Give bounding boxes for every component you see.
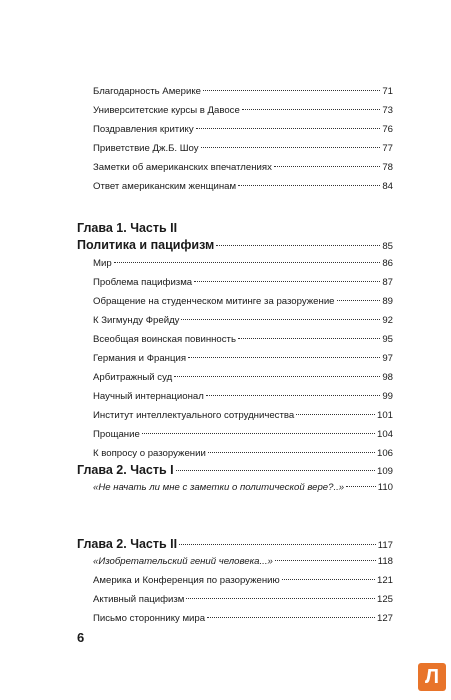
toc-entry[interactable] xyxy=(93,556,393,568)
toc-entry[interactable] xyxy=(93,296,393,308)
toc-entry-title: Прощание xyxy=(93,429,140,440)
toc-entry-title: Ответ американским женщинам xyxy=(93,181,237,192)
dot-leader xyxy=(194,281,380,282)
toc-entry-page: 125 xyxy=(376,594,393,605)
toc-entry-title: Благодарность Америке xyxy=(93,86,201,97)
toc-entry-title: Поздравления критику xyxy=(93,124,194,135)
toc-entry-title: Приветствие Дж.Б. Шоу xyxy=(93,143,199,154)
dot-leader xyxy=(196,128,381,129)
chapter-heading-entry[interactable] xyxy=(77,463,393,479)
toc-entry-title: Университетские курсы в Давосе xyxy=(93,105,240,116)
dot-leader xyxy=(181,319,380,320)
toc-entry-page: 101 xyxy=(376,410,393,421)
dot-leader xyxy=(282,579,375,580)
toc-entry[interactable] xyxy=(93,594,393,606)
chapter-heading: Глава 2. Часть I xyxy=(77,463,174,477)
chapter-subheading: Политика и пацифизм xyxy=(77,238,215,252)
dot-leader xyxy=(207,617,375,618)
chapter-heading: Глава 1. Часть II xyxy=(77,221,178,235)
toc-entry-page: 95 xyxy=(382,334,393,345)
dot-leader xyxy=(275,560,376,561)
toc-entry-page: 76 xyxy=(382,124,393,135)
toc-entry-page: 99 xyxy=(382,391,393,402)
toc-entry[interactable] xyxy=(93,162,393,174)
toc-entry[interactable] xyxy=(93,105,393,117)
toc-entry-page: 110 xyxy=(377,482,393,493)
toc-entry-title: Проблема пацифизма xyxy=(93,277,193,288)
toc-entry-page: 98 xyxy=(382,372,393,383)
toc-entry[interactable] xyxy=(93,334,393,346)
toc-entry[interactable] xyxy=(93,181,393,193)
toc-entry-page: 87 xyxy=(382,277,393,288)
toc-entry[interactable] xyxy=(93,124,393,136)
dot-leader xyxy=(176,470,375,471)
dot-leader xyxy=(186,598,375,599)
dot-leader xyxy=(114,262,381,263)
toc-entry[interactable] xyxy=(93,429,393,441)
toc-entry-page: 89 xyxy=(382,296,393,307)
logo-letter: Л xyxy=(424,666,440,688)
toc-entry[interactable] xyxy=(93,410,393,422)
toc-entry-title: Всеобщая воинская повинность xyxy=(93,334,236,345)
toc-entry[interactable] xyxy=(93,482,393,494)
toc-entry-title: Арбитражный суд xyxy=(93,372,173,383)
toc-entry[interactable] xyxy=(93,575,393,587)
dot-leader xyxy=(346,486,376,487)
publisher-logo xyxy=(418,663,446,691)
toc-entry-page: 78 xyxy=(382,162,393,173)
toc-entry-page: 127 xyxy=(376,613,393,624)
toc-entry-page: 106 xyxy=(376,448,393,459)
dot-leader xyxy=(203,90,380,91)
toc-entry-page: 121 xyxy=(376,575,393,586)
chapter-subheading-entry[interactable] xyxy=(77,238,393,254)
toc-entry-title: Мир xyxy=(93,258,112,269)
dot-leader xyxy=(238,185,380,186)
dot-leader xyxy=(208,452,375,453)
toc-entry-page: 118 xyxy=(377,556,393,567)
toc-entry-title: К вопросу о разоружении xyxy=(93,448,206,459)
dot-leader xyxy=(242,109,381,110)
dot-leader xyxy=(296,414,375,415)
toc-entry-title: «Не начать ли мне с заметки о политической вере?..» xyxy=(93,482,345,493)
toc-entry-title: Научный интернационал xyxy=(93,391,204,402)
toc-entry[interactable] xyxy=(93,86,393,98)
toc-entry-page: 84 xyxy=(382,181,393,192)
toc-entry-title: «Изобретательский гений человека...» xyxy=(93,556,273,567)
dot-leader xyxy=(201,147,381,148)
chapter-heading-entry[interactable] xyxy=(77,537,393,553)
toc-entry-page: 73 xyxy=(382,105,393,116)
toc-entry[interactable] xyxy=(93,613,393,625)
dot-leader xyxy=(188,357,380,358)
toc-entry[interactable] xyxy=(93,372,393,384)
chapter-heading: Глава 2. Часть II xyxy=(77,537,178,551)
dot-leader xyxy=(337,300,381,301)
toc-entry-title: Активный пацифизм xyxy=(93,594,185,605)
dot-leader xyxy=(216,245,380,246)
toc-entry-title: Америка и Конференция по разоружению xyxy=(93,575,280,586)
toc-entry-page: 71 xyxy=(382,86,393,97)
toc-entry[interactable] xyxy=(93,258,393,270)
toc-entry-title: К Зигмунду Фрейду xyxy=(93,315,180,326)
toc-entry-page: 86 xyxy=(382,258,393,269)
toc-entry[interactable] xyxy=(93,277,393,289)
toc-entry-page: 104 xyxy=(376,429,393,440)
dot-leader xyxy=(238,338,380,339)
toc-entry-title: Обращение на студенческом митинге за разоружение xyxy=(93,296,335,307)
page-number: 6 xyxy=(77,630,85,645)
dot-leader xyxy=(274,166,380,167)
toc-entry-page: 109 xyxy=(376,466,393,477)
toc-entry-page: 97 xyxy=(382,353,393,364)
toc-entry-page: 117 xyxy=(377,540,393,551)
toc-entry-page: 85 xyxy=(382,241,393,252)
toc-entry-title: Заметки об американских впечатлениях xyxy=(93,162,272,173)
toc-entry[interactable] xyxy=(93,448,393,460)
dot-leader xyxy=(174,376,380,377)
toc-entry-title: Институт интеллектуального сотрудничества xyxy=(93,410,295,421)
dot-leader xyxy=(142,433,375,434)
toc-entry[interactable] xyxy=(93,391,393,403)
toc-entry-title: Письмо стороннику мира xyxy=(93,613,206,624)
dot-leader xyxy=(179,544,376,545)
toc-entry[interactable] xyxy=(93,143,393,155)
toc-entry[interactable] xyxy=(93,315,393,327)
toc-entry-page: 92 xyxy=(382,315,393,326)
toc-entry-title: Германия и Франция xyxy=(93,353,187,364)
dot-leader xyxy=(206,395,380,396)
toc-entry-page: 77 xyxy=(382,143,393,154)
toc-entry[interactable] xyxy=(93,353,393,365)
